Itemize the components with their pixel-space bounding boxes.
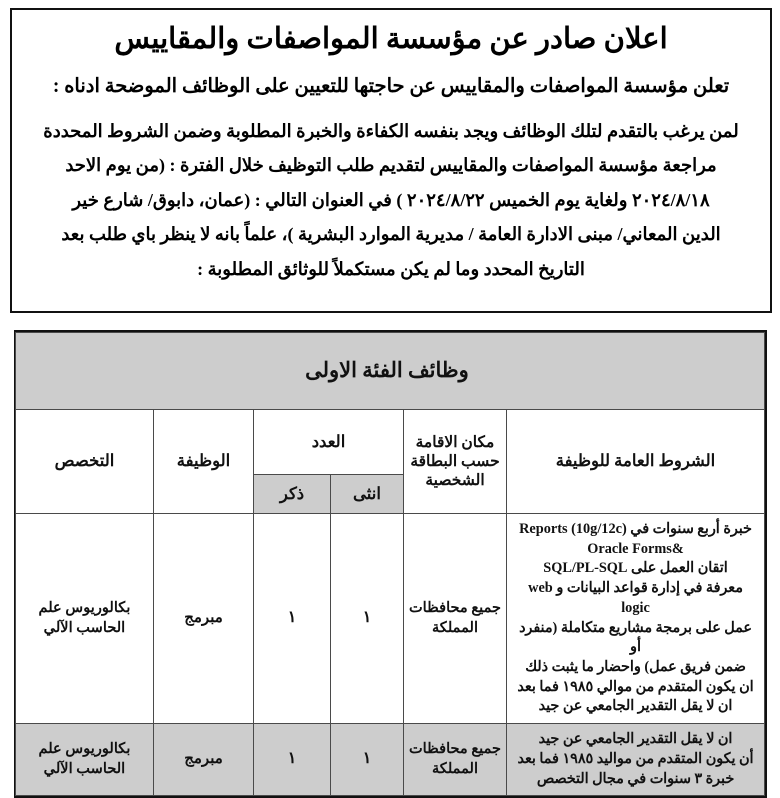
condition-line: عمل على برمجة مشاريع متكاملة (منفرد أو [519,619,752,656]
table-band-row [15,333,764,410]
row-conditions [507,514,765,724]
condition-line: معرفة في إدارة قواعد البيانات و web logic [528,580,743,616]
announcement-body-line-2: مراجعة مؤسسة المواصفات والمقاييس لتقديم طلب التوظيف خلال الفترة : (من يوم الاحد [65,155,717,176]
condition-line: اتقان العمل على SQL/PL-SQL [543,560,728,577]
condition-line: &Oracle Forms [587,540,684,557]
condition-line: ان لا يقل التقدير الجامعي عن جيد [538,731,733,748]
header-job: الوظيفة [154,410,254,514]
announcement-headline: اعلان صادر عن مؤسسة المواصفات والمقاييس [114,23,668,55]
header-residence: مكان الاقامة حسب البطاقة الشخصية [404,410,507,514]
row-job: مبرمج [154,514,254,724]
header-count-male: ذكر [254,475,331,514]
row-conditions [507,724,765,796]
row-specialty: بكالوريوس علم الحاسب الآلي [15,514,153,724]
header-count-female: انثى [331,475,404,514]
row-residence: جميع محافظات المملكة [404,514,507,724]
table-band-title: وظائف الفئة الاولى [15,333,764,410]
row-count-male: ١ [254,724,331,796]
header-conditions: الشروط العامة للوظيفة [507,410,765,514]
announcement-body [26,114,756,287]
condition-line: خبرة أربع سنوات في Reports (10g/12c) [519,521,752,537]
announcement-body-line-1: لمن يرغب بالتقدم لتلك الوظائف ويجد بنفسه الكفاءة والخبرة المطلوبة وضمن الشروط المحددة [43,120,739,141]
header-count: العدد [254,410,404,475]
announcement-lead: تعلن مؤسسة المواصفات والمقاييس عن حاجتها للتعيين على الوظائف الموضحة ادناه : [52,76,730,98]
document-page [10,8,772,787]
row-count-female: ١ [331,514,404,724]
announcement-block [10,8,772,313]
table-row [15,514,764,724]
table-row [15,724,764,796]
jobs-table-body [15,514,764,796]
announcement-body-line-5: التاريخ المحدد وما لم يكن مستكملاً للوثائق المطلوبة : [197,258,585,279]
row-count-female: ١ [331,724,404,796]
row-job: مبرمج [154,724,254,796]
table-header-row-1 [15,410,764,475]
jobs-table-container [14,330,767,798]
condition-line: ضمن فريق عمل) واحضار ما يثبت ذلك [525,659,746,676]
condition-line: خبرة ٣ سنوات في مجال التخصص [536,770,735,787]
jobs-table [15,332,765,796]
row-residence: جميع محافظات المملكة [404,724,507,796]
condition-line: ان يكون المتقدم من موالي ١٩٨٥ فما بعد [517,678,754,695]
header-specialty: التخصص [15,410,153,514]
row-count-male: ١ [254,514,331,724]
condition-line: ان لا يقل التقدير الجامعي عن جيد [538,698,733,715]
condition-line: أن يكون المتقدم من مواليد ١٩٨٥ فما بعد [517,750,754,767]
announcement-body-line-3: ٢٠٢٤/٨/١٨ ولغاية يوم الخميس ٢٠٢٤/٨/٢٢ ) في العنوان التالي : (عمان، دابوق/ شارع خير [72,189,710,210]
announcement-body-line-4: الدين المعاني/ مبنى الادارة العامة / مديرية الموارد البشرية )، علماً بانه لا ينظر باي طلب بعد [61,224,721,245]
row-specialty: بكالوريوس علم الحاسب الآلي [15,724,153,796]
jobs-table-head [15,333,764,514]
